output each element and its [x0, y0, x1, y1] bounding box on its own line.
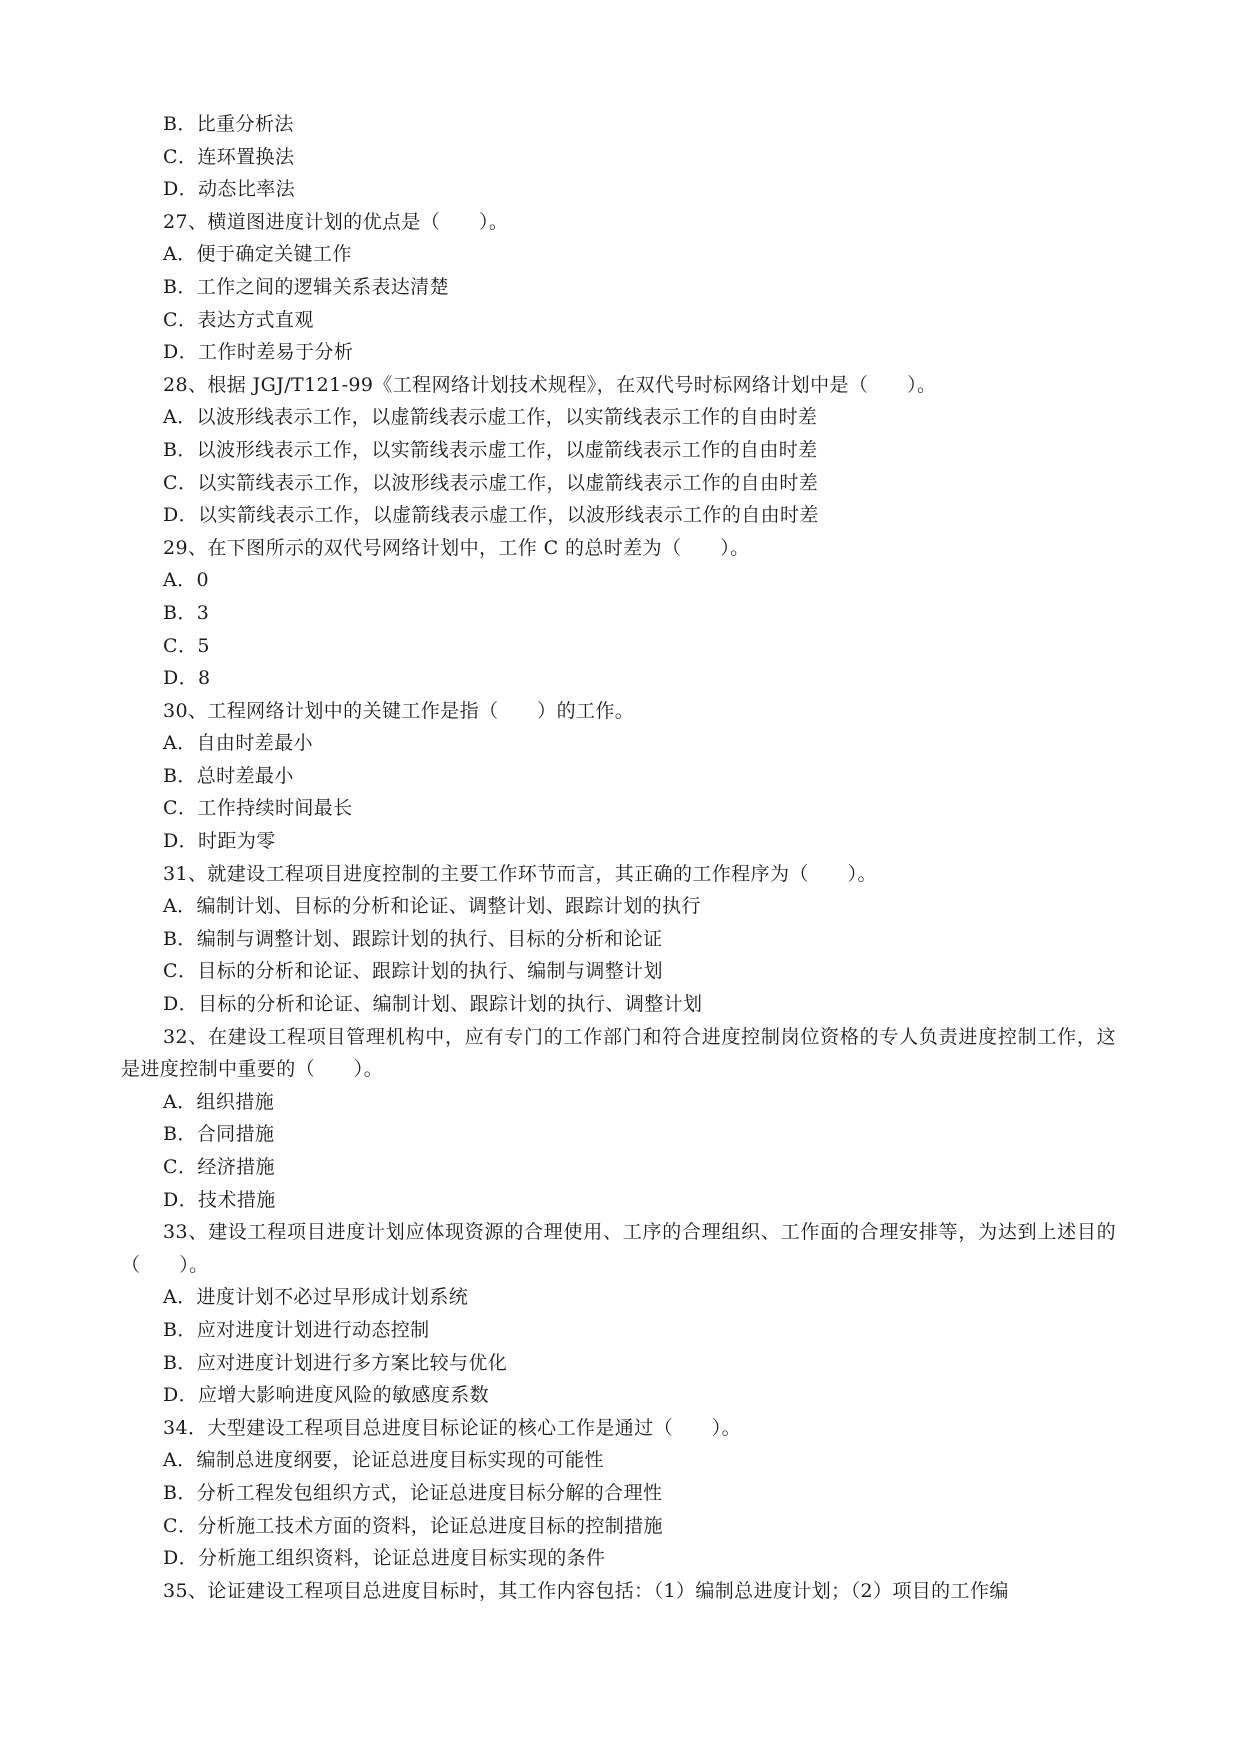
answer-option: D．时距为零 — [163, 830, 276, 853]
answer-option: A．编制总进度纲要，论证总进度目标实现的可能性 — [163, 1449, 604, 1472]
answer-option: D．工作时差易于分析 — [163, 341, 354, 364]
answer-option: C．经济措施 — [163, 1156, 275, 1178]
answer-option: C．分析施工技术方面的资料，论证总进度目标的控制措施 — [163, 1514, 663, 1537]
answer-option: D．目标的分析和论证、编制计划、跟踪计划的执行、调整计划 — [163, 993, 703, 1016]
question-stem: 34．大型建设工程项目总进度目标论证的核心工作是通过（ ）。 — [163, 1416, 742, 1439]
answer-option: A．便于确定关键工作 — [163, 243, 352, 266]
answer-option: A．自由时差最小 — [163, 732, 313, 755]
answer-option: A．0 — [163, 569, 210, 592]
answer-option: B．比重分析法 — [163, 113, 294, 135]
answer-option: C．以实箭线表示工作，以波形线表示虚工作，以虚箭线表示工作的自由时差 — [163, 471, 819, 494]
question-paragraph: 32、在建设工程项目管理机构中，应有专门的工作部门和符合进度控制岗位资格的专人负责进度控制工作，这是进度控制中重要的（ ）。 — [121, 1025, 1116, 1081]
answer-option: A．以波形线表示工作，以虚箭线表示虚工作，以实箭线表示工作的自由时差 — [163, 406, 818, 429]
answer-option: C．连环置换法 — [163, 145, 295, 168]
answer-option: D．应增大影响进度风险的敏感度系数 — [163, 1384, 490, 1407]
answer-option: B．应对进度计划进行动态控制 — [163, 1318, 430, 1341]
answer-option: C．5 — [163, 634, 210, 657]
question-stem: 31、就建设工程项目进度控制的主要工作环节而言，其正确的工作程序为（ ）。 — [163, 862, 877, 885]
answer-option: B．编制与调整计划、跟踪计划的执行、目标的分析和论证 — [163, 927, 663, 950]
question-stem: 30、工程网络计划中的关键工作是指（ ）的工作。 — [163, 699, 635, 722]
answer-option: B．3 — [163, 601, 210, 624]
answer-option: B．分析工程发包组织方式，论证总进度目标分解的合理性 — [163, 1481, 663, 1504]
question-stem: 28、根据 JGJ/T121-99《工程网络计划技术规程》，在双代号时标网络计划中是（ ）。 — [163, 373, 937, 396]
answer-option: D．分析施工组织资料，论证总进度目标实现的条件 — [163, 1547, 606, 1570]
answer-option: D．动态比率法 — [163, 178, 296, 201]
answer-option: B．工作之间的逻辑关系表达清楚 — [163, 275, 449, 298]
question-stem: 27、横道图进度计划的优点是（ ）。 — [163, 210, 509, 233]
answer-option: D．技术措施 — [163, 1188, 276, 1211]
answer-option: A．进度计划不必过早形成计划系统 — [163, 1286, 469, 1309]
answer-option: B．应对进度计划进行多方案比较与优化 — [163, 1351, 508, 1374]
question-list — [121, 108, 1116, 1607]
answer-option: C．表达方式直观 — [163, 308, 314, 331]
answer-option: A．组织措施 — [163, 1090, 275, 1113]
answer-option: D．8 — [163, 667, 211, 690]
answer-option: C．目标的分析和论证、跟踪计划的执行、编制与调整计划 — [163, 960, 663, 983]
answer-option: A．编制计划、目标的分析和论证、调整计划、跟踪计划的执行 — [163, 895, 701, 918]
answer-option: B．总时差最小 — [163, 764, 294, 787]
answer-option: D．以实箭线表示工作，以虚箭线表示虚工作，以波形线表示工作的自由时差 — [163, 504, 819, 527]
question-stem: 35、论证建设工程项目总进度目标时，其工作内容包括：（1）编制总进度计划；（2）项目的工作编 — [163, 1579, 1009, 1602]
answer-option: B．以波形线表示工作，以实箭线表示虚工作，以虚箭线表示工作的自由时差 — [163, 438, 818, 461]
question-paragraph: 33、建设工程项目进度计划应体现资源的合理使用、工序的合理组织、工作面的合理安排等，为达到上述目的（ ）。 — [121, 1221, 1116, 1276]
question-stem: 29、在下图所示的双代号网络计划中，工作 C 的总时差为（ ）。 — [163, 536, 750, 559]
answer-option: B．合同措施 — [163, 1123, 275, 1146]
answer-option: C．工作持续时间最长 — [163, 797, 353, 820]
